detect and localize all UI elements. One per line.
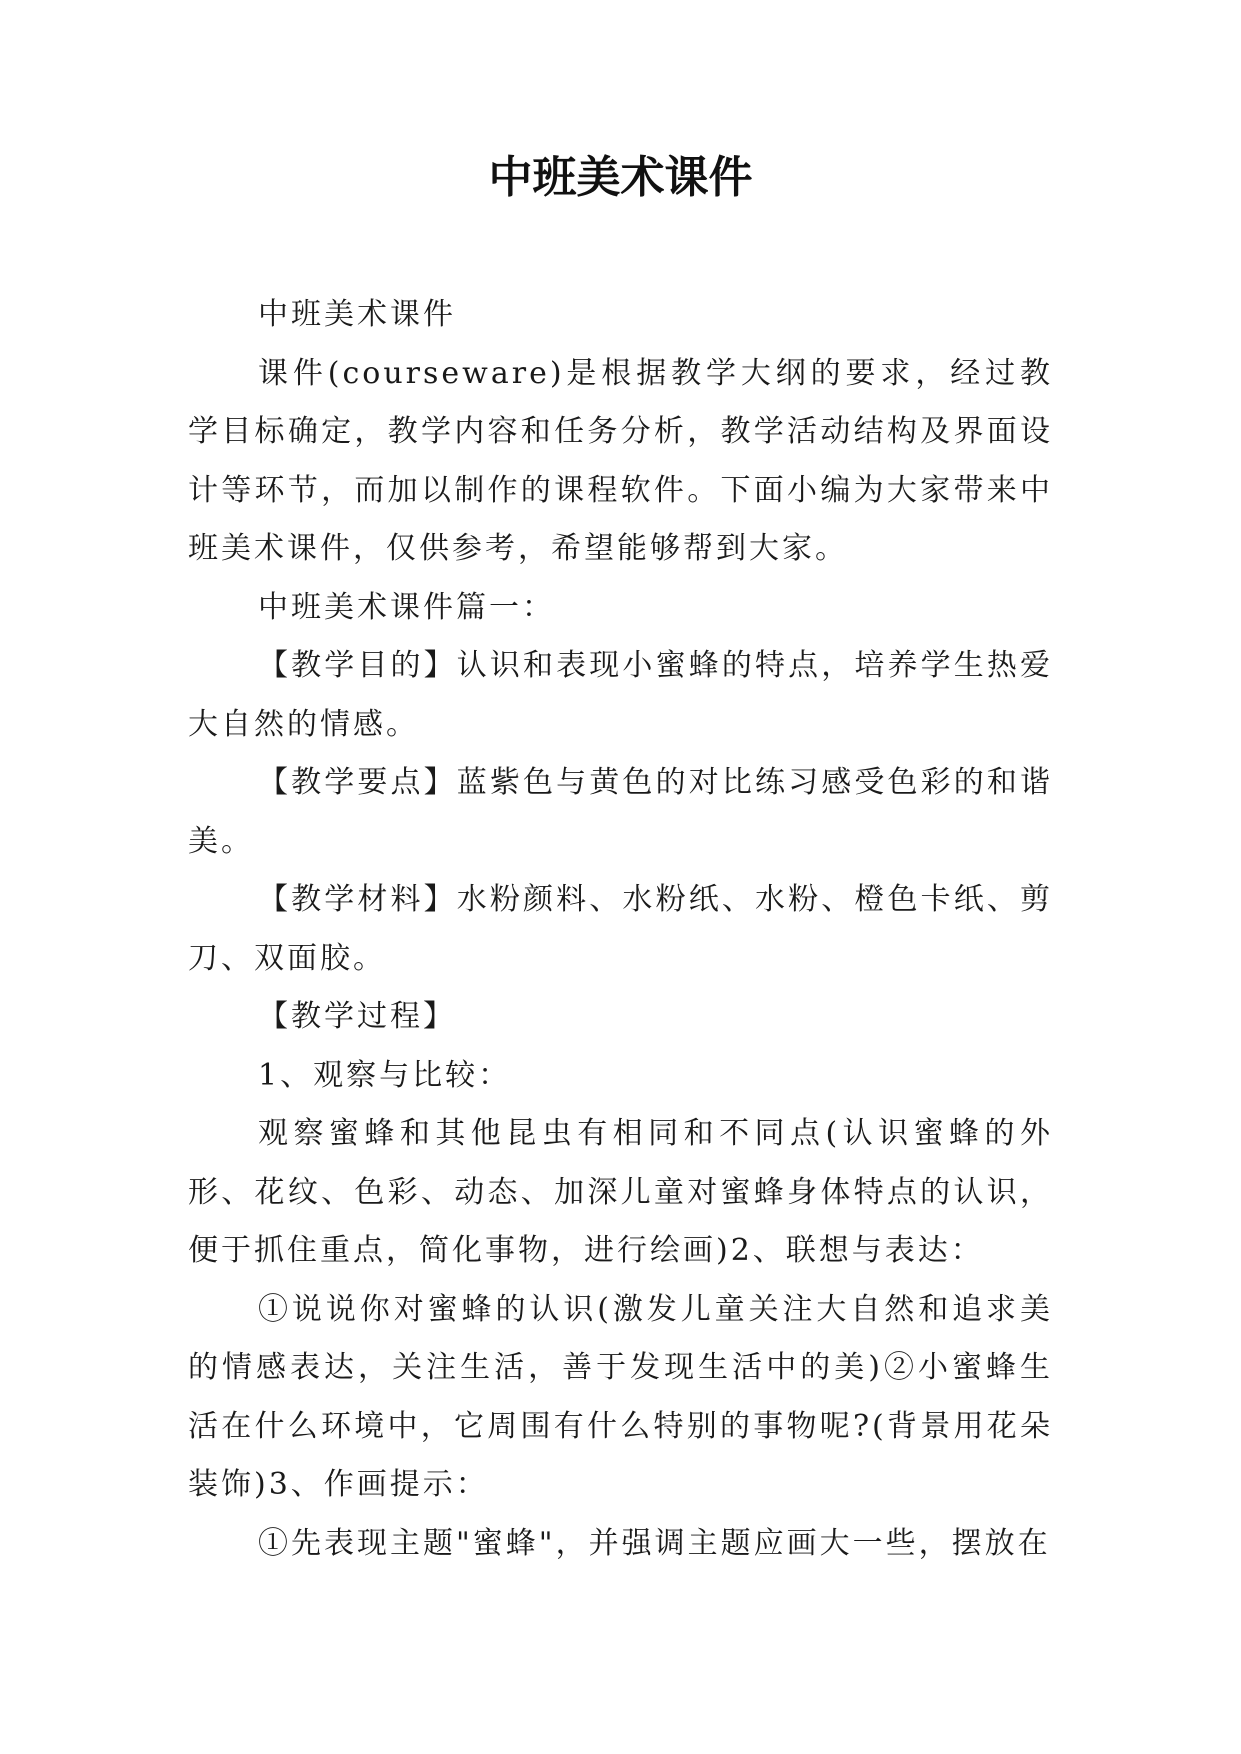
document-body xyxy=(188,286,1053,1573)
paragraph-teaching-key-points: 【教学要点】蓝紫色与黄色的对比练习感受色彩的和谐美。 xyxy=(188,765,1053,859)
paragraph-teaching-process: 【教学过程】 xyxy=(258,999,456,1034)
paragraph-observe-detail: 观察蜜蜂和其他昆虫有相同和不同点(认识蜜蜂的外形、花纹、色彩、动态、加深儿童对蜜蜂身体特点的认识，便于抓住重点，简化事物，进行绘画)2、联想与表达： xyxy=(188,1116,1053,1268)
paragraph-associate-detail: ①说说你对蜜蜂的认识(激发儿童关注大自然和追求美的情感表达，关注生活，善于发现生活中的美)②小蜜蜂生活在什么环境中，它周围有什么特别的事物呢?(背景用花朵装饰)3、作画提示： xyxy=(188,1291,1053,1502)
document-title: 中班美术课件 xyxy=(488,152,753,203)
paragraph-subtitle: 中班美术课件 xyxy=(258,297,456,332)
paragraph-section-heading: 中班美术课件篇一： xyxy=(258,589,555,625)
paragraph-teaching-materials: 【教学材料】水粉颜料、水粉纸、水粉、橙色卡纸、剪刀、双面胶。 xyxy=(188,882,1053,976)
paragraph-step-observe: 1、观察与比较： xyxy=(258,1057,512,1093)
paragraph-intro: 课件(courseware)是根据教学大纲的要求，经过教学目标确定，教学内容和任务分析，教学活动结构及界面设计等环节，而加以制作的课程软件。下面小编为大家带来中班美术课件，仅供参考，希望能够帮到大家。 xyxy=(188,355,1053,566)
paragraph-teaching-goal: 【教学目的】认识和表现小蜜蜂的特点，培养学生热爱大自然的情感。 xyxy=(188,648,1053,742)
paragraph-drawing-tips: ①先表现主题"蜜蜂"，并强调主题应画大一些，摆放在 xyxy=(258,1525,1051,1561)
